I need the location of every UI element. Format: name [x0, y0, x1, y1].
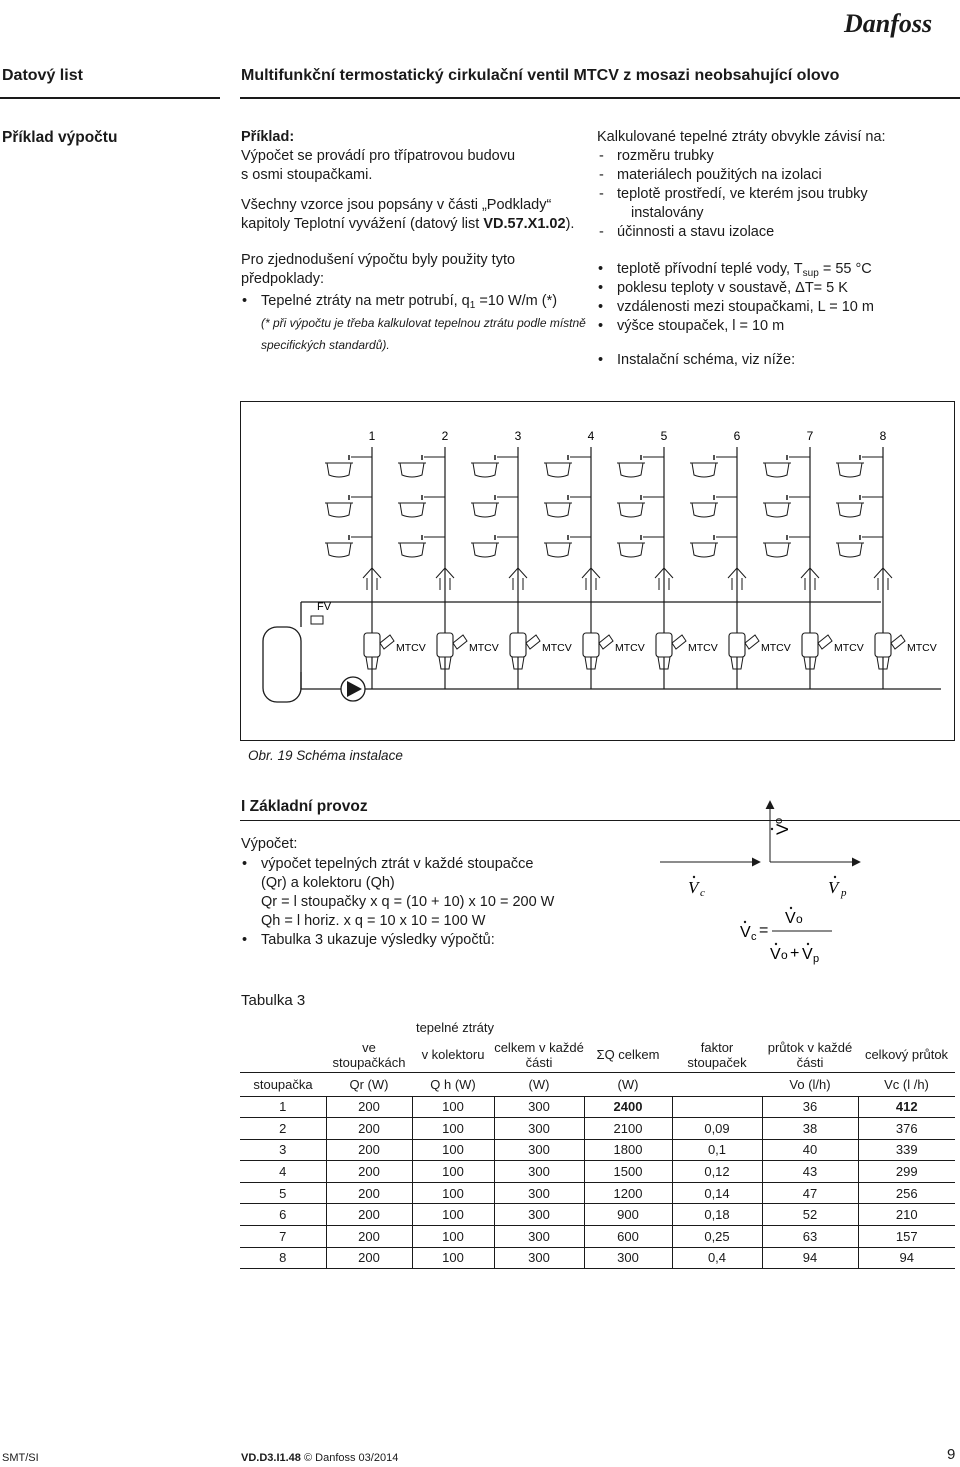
table-cell: 3	[240, 1139, 326, 1161]
riser-number: 7	[806, 429, 814, 443]
table-cell: 200	[326, 1226, 412, 1248]
table-cell: 0,09	[672, 1118, 762, 1140]
table-cell: 0,4	[672, 1247, 762, 1269]
svg-text:o: o	[773, 817, 785, 824]
header-rule-right	[240, 97, 960, 99]
mtcv-valve-actuator	[672, 635, 686, 649]
list-item: - teplotě prostředí, ve kterém jsou trubky	[597, 185, 957, 204]
list-item: • Tabulka 3 ukazuje výsledky výpočtů:	[241, 931, 621, 950]
table-row	[240, 1204, 955, 1226]
table-cell: 100	[412, 1226, 494, 1248]
table-cell: 600	[584, 1226, 672, 1248]
table-cell: 200	[326, 1247, 412, 1269]
text-line: s osmi stoupačkami.	[241, 167, 373, 183]
danfoss-logo	[840, 6, 952, 40]
bathtub-icon	[765, 503, 789, 517]
table-cell: 47	[762, 1182, 858, 1204]
mtcv-valve-body	[729, 633, 745, 657]
section-label: Příklad výpočtu	[2, 129, 118, 146]
table-cell: 100	[412, 1182, 494, 1204]
table-unit: Q h (W)	[412, 1072, 494, 1096]
flow-equation	[740, 907, 832, 965]
table-cell: 0,25	[672, 1226, 762, 1248]
list-item: - materiálech použitých na izolaci	[597, 166, 957, 185]
calc-block	[241, 835, 621, 950]
list-item: - účinnosti a stavu izolace	[597, 223, 957, 242]
svg-text:p: p	[841, 887, 847, 899]
list-item: - rozměru trubky	[597, 147, 957, 166]
mtcv-valve-actuator	[526, 635, 540, 649]
table-cell: 300	[494, 1118, 584, 1140]
table-cell: 38	[762, 1118, 858, 1140]
svg-text:p: p	[813, 953, 820, 965]
riser-number: 4	[587, 429, 595, 443]
table-unit: (W)	[494, 1072, 584, 1096]
table-cell: 0,14	[672, 1182, 762, 1204]
footer-code: VD.D3.I1.48 © Danfoss 03/2014	[241, 1452, 399, 1464]
mtcv-label: MTCV	[907, 642, 937, 654]
table-header: ΣQ celkem	[596, 1047, 660, 1063]
bathtub-icon	[838, 463, 862, 477]
table-cell: 300	[494, 1226, 584, 1248]
table-cell: 376	[858, 1118, 955, 1140]
mtcv-valve-actuator	[891, 635, 905, 649]
table-cell: 36	[762, 1096, 858, 1118]
svg-text:o: o	[796, 912, 803, 926]
riser-number: 8	[879, 429, 887, 443]
table-cell: 1200	[584, 1182, 672, 1204]
list-item: • Tepelné ztráty na metr potrubí, $q_1 =10$ W/m (*)	[241, 292, 586, 311]
table-cell: 6	[240, 1204, 326, 1226]
mtcv-label: MTCV	[469, 642, 499, 654]
table-cell: 94	[858, 1247, 955, 1269]
table-cell: 300	[494, 1247, 584, 1269]
mtcv-label: MTCV	[688, 642, 718, 654]
list-item: • vzdálenosti mezi stoupačkami, L = 10 m	[597, 298, 957, 317]
table-unit: (W)	[584, 1072, 672, 1096]
table-cell: 200	[326, 1139, 412, 1161]
vp-label	[828, 876, 847, 899]
svg-text:V: V	[770, 946, 781, 963]
datasheet-ref: VD.57.X1.02	[483, 216, 566, 232]
bathtub-icon	[400, 463, 424, 477]
table-cell: 300	[494, 1204, 584, 1226]
table-cell: 2	[240, 1118, 326, 1140]
doc-title: Multifunkční termostatický cirkulační ventil MTCV z mosazi neobsahující olovo	[241, 67, 840, 84]
example-heading: Příklad:	[241, 129, 295, 145]
table-cell: 100	[412, 1204, 494, 1226]
vc-label	[688, 876, 705, 899]
mtcv-valve-actuator	[380, 635, 394, 649]
bathtub-icon	[400, 503, 424, 517]
bathtub-icon	[619, 503, 643, 517]
table-cell: 200	[326, 1161, 412, 1183]
results-table	[240, 1016, 955, 1269]
svg-text:o: o	[781, 948, 788, 962]
table-cell: 100	[412, 1096, 494, 1118]
text-line: Výpočet:	[241, 836, 298, 852]
doc-type-label: Datový list	[2, 67, 83, 84]
table-cell: 300	[584, 1247, 672, 1269]
bathtub-icon	[692, 503, 716, 517]
text-line: Všechny vzorce jsou popsány v části „Podklady“	[241, 197, 552, 213]
table-row	[240, 1161, 955, 1183]
mtcv-valve-body	[656, 633, 672, 657]
text-line: Výpočet se provádí pro třípatrovou budovu	[241, 148, 516, 164]
table-cell: 94	[762, 1247, 858, 1269]
table-cell: 7	[240, 1226, 326, 1248]
riser-number: 1	[368, 429, 376, 443]
table-cell: 299	[858, 1161, 955, 1183]
bathtub-icon	[765, 463, 789, 477]
table-cell: 200	[326, 1118, 412, 1140]
svg-text:V: V	[688, 878, 699, 897]
mtcv-valve-actuator	[599, 635, 613, 649]
table-row	[240, 1118, 955, 1140]
table-cell: 40	[762, 1139, 858, 1161]
svg-text:+: +	[790, 945, 800, 962]
mtcv-valve-body	[802, 633, 818, 657]
table-cell: 256	[858, 1182, 955, 1204]
table-cell: 300	[494, 1139, 584, 1161]
svg-text:V: V	[785, 910, 796, 927]
list-item: • výpočet tepelných ztrát v každé stoupačce	[241, 855, 621, 874]
table-cell: 2100	[584, 1118, 672, 1140]
table-header: celkový průtok	[864, 1047, 949, 1063]
bathtub-icon	[619, 543, 643, 557]
mtcv-label: MTCV	[396, 642, 426, 654]
bathtub-icon	[473, 503, 497, 517]
table-cell: 0,12	[672, 1161, 762, 1183]
table-cell: 200	[326, 1096, 412, 1118]
table-row	[240, 1247, 955, 1269]
table-row	[240, 1226, 955, 1248]
text-line: Qh = l horiz. x q = 10 x 10 = 100 W	[261, 913, 486, 929]
mtcv-label: MTCV	[542, 642, 572, 654]
table-cell: 100	[412, 1161, 494, 1183]
table-row	[240, 1139, 955, 1161]
bathtub-icon	[327, 543, 351, 557]
bathtub-icon	[327, 463, 351, 477]
table-cell: 5	[240, 1182, 326, 1204]
mtcv-valve-body	[364, 633, 380, 657]
table-cell: 100	[412, 1247, 494, 1269]
svg-text:V: V	[773, 823, 792, 835]
mtcv-valve-body	[437, 633, 453, 657]
table-row	[240, 1182, 955, 1204]
mtcv-valve-actuator	[818, 635, 832, 649]
text-line: kapitoly Teplotní vyvážení (datový list VD.57.X1.02).	[241, 216, 575, 232]
mtcv-label: MTCV	[834, 642, 864, 654]
list-item: • Instalační schéma, viz níže:	[597, 351, 957, 370]
bathtub-icon	[546, 543, 570, 557]
mtcv-label: MTCV	[761, 642, 791, 654]
footnote: (* při výpočtu je třeba kalkulovat tepelnou ztrátu podle místně	[261, 316, 586, 330]
vo-label	[771, 818, 792, 835]
bathtub-icon	[765, 543, 789, 557]
riser-number: 6	[733, 429, 741, 443]
table-cell: 8	[240, 1247, 326, 1269]
table-cell: 200	[326, 1204, 412, 1226]
fv-label: FV	[317, 601, 332, 613]
svg-text:V: V	[828, 878, 839, 897]
flow-formula-diagram	[660, 795, 870, 970]
svg-text:V: V	[802, 946, 813, 963]
table-cell: 157	[858, 1226, 955, 1248]
table-unit: stoupačka	[240, 1072, 326, 1096]
table-cell: 0,18	[672, 1204, 762, 1226]
table-header	[240, 1016, 326, 1038]
text-line: Kalkulované tepelné ztráty obvykle závisí na:	[597, 129, 886, 145]
list-item: • výšce stoupaček, l = 10 m	[597, 317, 957, 336]
mtcv-valve-actuator	[745, 635, 759, 649]
left-column	[241, 128, 586, 357]
bathtub-icon	[473, 543, 497, 557]
right-column	[597, 128, 957, 370]
bathtub-icon	[692, 543, 716, 557]
list-item: • teplotě přívodní teplé vody, $T_{sup} = 55$ °C	[597, 260, 957, 279]
bathtub-icon	[327, 503, 351, 517]
bathtub-icon	[838, 543, 862, 557]
table-header: průtok v každé části	[767, 1039, 853, 1070]
table-cell: 300	[494, 1182, 584, 1204]
table-cell: 300	[494, 1161, 584, 1183]
page-number: 9	[947, 1446, 956, 1463]
storage-tank	[263, 627, 301, 702]
mtcv-valve-body	[583, 633, 599, 657]
bathtub-icon	[400, 543, 424, 557]
table-cell	[672, 1096, 762, 1118]
table-cell: 1800	[584, 1139, 672, 1161]
mtcv-valve-body	[875, 633, 891, 657]
bathtub-icon	[473, 463, 497, 477]
riser-number: 2	[441, 429, 449, 443]
section-heading: I Základní provoz	[241, 798, 368, 815]
table-header: celkem v každé části	[494, 1039, 584, 1070]
mtcv-label: MTCV	[615, 642, 645, 654]
table-cell: 2400	[584, 1096, 672, 1118]
mtcv-valve-actuator	[453, 635, 467, 649]
svg-text:Danfoss: Danfoss	[844, 9, 933, 38]
table-cell: 1	[240, 1096, 326, 1118]
svg-text:V: V	[740, 924, 751, 941]
table-cell: 52	[762, 1204, 858, 1226]
text-line: Pro zjednodušení výpočtu byly použity tyto	[241, 252, 516, 268]
table-unit	[672, 1072, 762, 1096]
installation-diagram	[240, 401, 955, 741]
table-unit: Vo (l/h)	[762, 1072, 858, 1096]
svg-text:=: =	[759, 922, 769, 939]
table-cell: 300	[494, 1096, 584, 1118]
table-cell: 100	[412, 1139, 494, 1161]
installation-schematic	[241, 402, 954, 740]
riser-number: 5	[660, 429, 668, 443]
list-item: • poklesu teploty v soustavě, ΔT= 5 K	[597, 279, 957, 298]
footnote: specifických standardů).	[261, 338, 390, 352]
riser-number: 3	[514, 429, 522, 443]
svg-text:c: c	[751, 931, 757, 943]
table-header: v kolektoru	[421, 1047, 485, 1063]
table-header	[240, 1038, 326, 1072]
figure-caption: Obr. 19 Schéma instalace	[248, 748, 403, 763]
table-unit: Vc (l /h)	[858, 1072, 955, 1096]
table-cell: 200	[326, 1182, 412, 1204]
table-cell: 900	[584, 1204, 672, 1226]
table-cell: 339	[858, 1139, 955, 1161]
table-cell: 100	[412, 1118, 494, 1140]
text-line: instalovány	[631, 205, 704, 221]
table-unit: Qr (W)	[326, 1072, 412, 1096]
bathtub-icon	[546, 503, 570, 517]
table-cell: 0,1	[672, 1139, 762, 1161]
bathtub-icon	[619, 463, 643, 477]
header-rule-left	[0, 97, 220, 99]
table-header: faktor stoupaček	[687, 1039, 747, 1070]
svg-text:c: c	[700, 887, 705, 899]
text-line: Qr = l stoupačky x q = (10 + 10) x 10 = 200 W	[261, 894, 555, 910]
table-group-header: tepelné ztráty	[415, 1019, 495, 1035]
table-cell: 412	[858, 1096, 955, 1118]
table-cell: 1500	[584, 1161, 672, 1183]
fill-valve	[311, 616, 323, 624]
footer-left: SMT/SI	[2, 1452, 39, 1464]
table-cell: 63	[762, 1226, 858, 1248]
table-header: ve stoupačkách	[332, 1039, 406, 1070]
table-cell: 4	[240, 1161, 326, 1183]
table-row	[240, 1096, 955, 1118]
mtcv-valve-body	[510, 633, 526, 657]
text-line: předpoklady:	[241, 271, 325, 287]
table-cell: 43	[762, 1161, 858, 1183]
text-line: (Qr) a kolektoru (Qh)	[261, 875, 395, 891]
bathtub-icon	[546, 463, 570, 477]
bathtub-icon	[838, 503, 862, 517]
bathtub-icon	[692, 463, 716, 477]
table-cell: 210	[858, 1204, 955, 1226]
table-caption: Tabulka 3	[241, 992, 306, 1009]
